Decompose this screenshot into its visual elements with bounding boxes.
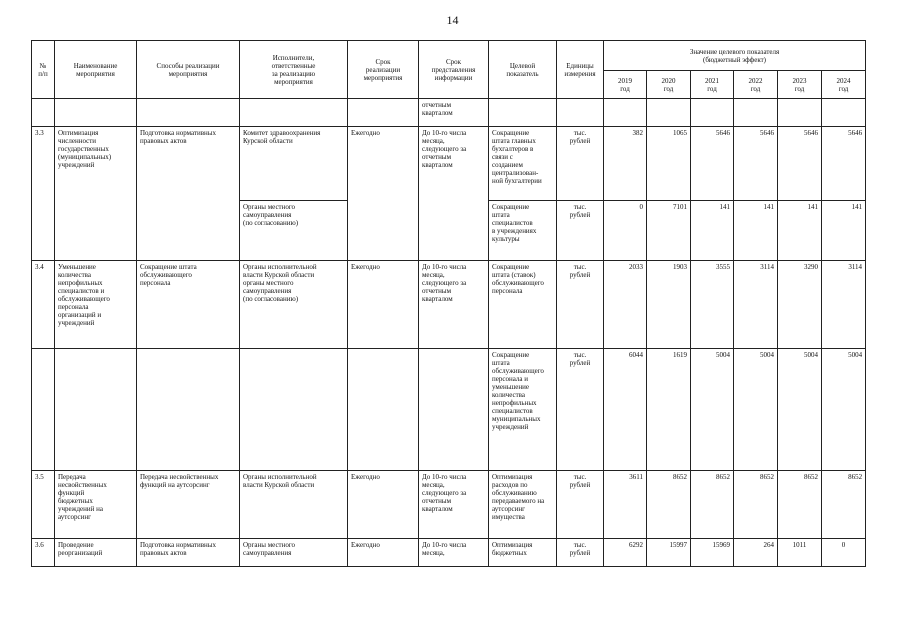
cell-info: До 10-го числа месяца, следующего за отчетным кварталом: [419, 471, 489, 539]
cell-value: 141: [734, 201, 778, 261]
cell-info: До 10-го числа месяца,: [419, 539, 489, 567]
table-row: [32, 127, 866, 201]
cell-value: 5004: [778, 349, 822, 471]
cell-value: 3114: [734, 261, 778, 349]
table-row: [32, 99, 866, 127]
cell-term: Ежегодно: [348, 261, 419, 349]
cell-executors: Комитет здравоохранения Курской области: [240, 127, 348, 201]
table-row: [32, 471, 866, 539]
header-year: 2020 год: [647, 71, 691, 99]
cell-value: 141: [691, 201, 734, 261]
cell-name: Уменьшение количества непрофильных специалистов и обслуживающего персонала организаций и учреждений: [55, 261, 137, 349]
cell-value: 5004: [691, 349, 734, 471]
measures-table: [31, 40, 866, 567]
cell-name: Передача несвойственных функций бюджетных учреждений на аутсорсинг: [55, 471, 137, 539]
table-row: [32, 261, 866, 349]
cell-unit: тыс. рублей: [557, 261, 604, 349]
cell-value: 15969: [691, 539, 734, 567]
cell-info: отчетным кварталом: [419, 99, 489, 127]
cell-value: 382: [604, 127, 647, 201]
cell-value: [647, 99, 691, 127]
table-row: [32, 539, 866, 567]
cell-num: 3.3: [32, 127, 55, 261]
cell-num: [32, 99, 55, 127]
cell-unit: тыс. рублей: [557, 349, 604, 471]
cell-executors: Органы местного самоуправления (по согласованию): [240, 201, 348, 261]
cell-name: [55, 99, 137, 127]
cell-term: Ежегодно: [348, 127, 419, 261]
cell-value: [778, 99, 822, 127]
cell-executors: [240, 99, 348, 127]
cell-value: 15997: [647, 539, 691, 567]
cell-value: 5004: [734, 349, 778, 471]
header-methods: Способы реализации мероприятия: [137, 41, 240, 99]
header-year: 2024 год: [822, 71, 866, 99]
cell-target: Сокращение штата (ставок) обслуживающего персонала: [489, 261, 557, 349]
cell-value: [691, 99, 734, 127]
cell-target: Оптимизация расходов по обслуживанию передаваемого на аутсорсинг имущества: [489, 471, 557, 539]
cell-value: 5646: [734, 127, 778, 201]
cell-target: Сокращение штата специалистов в учреждениях культуры: [489, 201, 557, 261]
cell-value: 7101: [647, 201, 691, 261]
cell-executors: [240, 349, 348, 471]
cell-executors: Органы исполнительной власти Курской области: [240, 471, 348, 539]
cell-value: 1903: [647, 261, 691, 349]
header-value-group: Значение целевого показателя (бюджетный эффект): [604, 41, 866, 71]
header-year: 2023 год: [778, 71, 822, 99]
cell-value: 5646: [822, 127, 866, 201]
cell-methods: [137, 99, 240, 127]
cell-term: [348, 99, 419, 127]
cell-target: [489, 99, 557, 127]
header-unit: Единицы измерения: [557, 41, 604, 99]
cell-num: 3.5: [32, 471, 55, 539]
cell-value: 1619: [647, 349, 691, 471]
cell-methods: Подготовка нормативных правовых актов: [137, 539, 240, 567]
cell-value: 8652: [778, 471, 822, 539]
cell-executors: Органы местного самоуправления: [240, 539, 348, 567]
cell-unit: тыс. рублей: [557, 127, 604, 201]
cell-term: Ежегодно: [348, 471, 419, 539]
cell-value: [734, 99, 778, 127]
cell-value: 6044: [604, 349, 647, 471]
header-name: Наименование мероприятия: [55, 41, 137, 99]
cell-info: До 10-го числа месяца, следующего за отчетным кварталом: [419, 261, 489, 349]
header-term: Срок реализации мероприятия: [348, 41, 419, 99]
cell-target: Сокращение штата главных бухгалтеров в связи с созданием централизован- ной бухгалтерии: [489, 127, 557, 201]
header-num: № п/п: [32, 41, 55, 99]
header-year: 2021 год: [691, 71, 734, 99]
cell-value: 264: [734, 539, 778, 567]
cell-value: [822, 99, 866, 127]
cell-info: До 10-го числа месяца, следующего за отчетным кварталом: [419, 127, 489, 261]
cell-value: 3114: [822, 261, 866, 349]
cell-value: 2033: [604, 261, 647, 349]
cell-unit: [557, 99, 604, 127]
cell-value: 3290: [778, 261, 822, 349]
table-row: [32, 349, 866, 471]
cell-value: 141: [822, 201, 866, 261]
cell-methods: Подготовка нормативных правовых актов: [137, 127, 240, 261]
cell-value: 141: [778, 201, 822, 261]
cell-name: Проведение реорганизаций: [55, 539, 137, 567]
header-year: 2019 год: [604, 71, 647, 99]
cell-value: 1065: [647, 127, 691, 201]
cell-value: 8652: [822, 471, 866, 539]
cell-value: 1011: [778, 539, 822, 567]
cell-info: [419, 349, 489, 471]
cell-value: 0: [604, 201, 647, 261]
cell-value: 8652: [691, 471, 734, 539]
cell-value: 3611: [604, 471, 647, 539]
header-executors: Исполнители, ответственные за реализацию мероприятия: [240, 41, 348, 99]
cell-value: 5004: [822, 349, 866, 471]
cell-num: 3.6: [32, 539, 55, 567]
cell-value: 8652: [647, 471, 691, 539]
header-target: Целевой показатель: [489, 41, 557, 99]
cell-value: 5646: [691, 127, 734, 201]
cell-unit: тыс. рублей: [557, 539, 604, 567]
cell-term: [348, 349, 419, 471]
page-number: 14: [446, 13, 459, 27]
cell-methods: Передача несвойственных функций на аутсорсинг: [137, 471, 240, 539]
cell-value: 5646: [778, 127, 822, 201]
cell-num: [32, 349, 55, 471]
header-info-term: Срок представления информации: [419, 41, 489, 99]
cell-executors: Органы исполнительной власти Курской области органы местного самоуправления (по согласованию): [240, 261, 348, 349]
cell-value: 8652: [734, 471, 778, 539]
cell-value: [604, 99, 647, 127]
cell-value: 6292: [604, 539, 647, 567]
cell-target: Оптимизация бюджетных: [489, 539, 557, 567]
cell-num: 3.4: [32, 261, 55, 349]
cell-name: [55, 349, 137, 471]
cell-methods: Сокращение штата обслуживающего персонала: [137, 261, 240, 349]
cell-unit: тыс. рублей: [557, 201, 604, 261]
cell-unit: тыс. рублей: [557, 471, 604, 539]
cell-term: Ежегодно: [348, 539, 419, 567]
cell-value: 0: [822, 539, 866, 567]
cell-name: Оптимизация численности государственных (муниципальных) учреждений: [55, 127, 137, 261]
header-year: 2022 год: [734, 71, 778, 99]
cell-methods: [137, 349, 240, 471]
cell-target: Сокращение штата обслуживающего персонала и уменьшение количества непрофильных специалистов муниципальных учреждений: [489, 349, 557, 471]
cell-value: 3555: [691, 261, 734, 349]
